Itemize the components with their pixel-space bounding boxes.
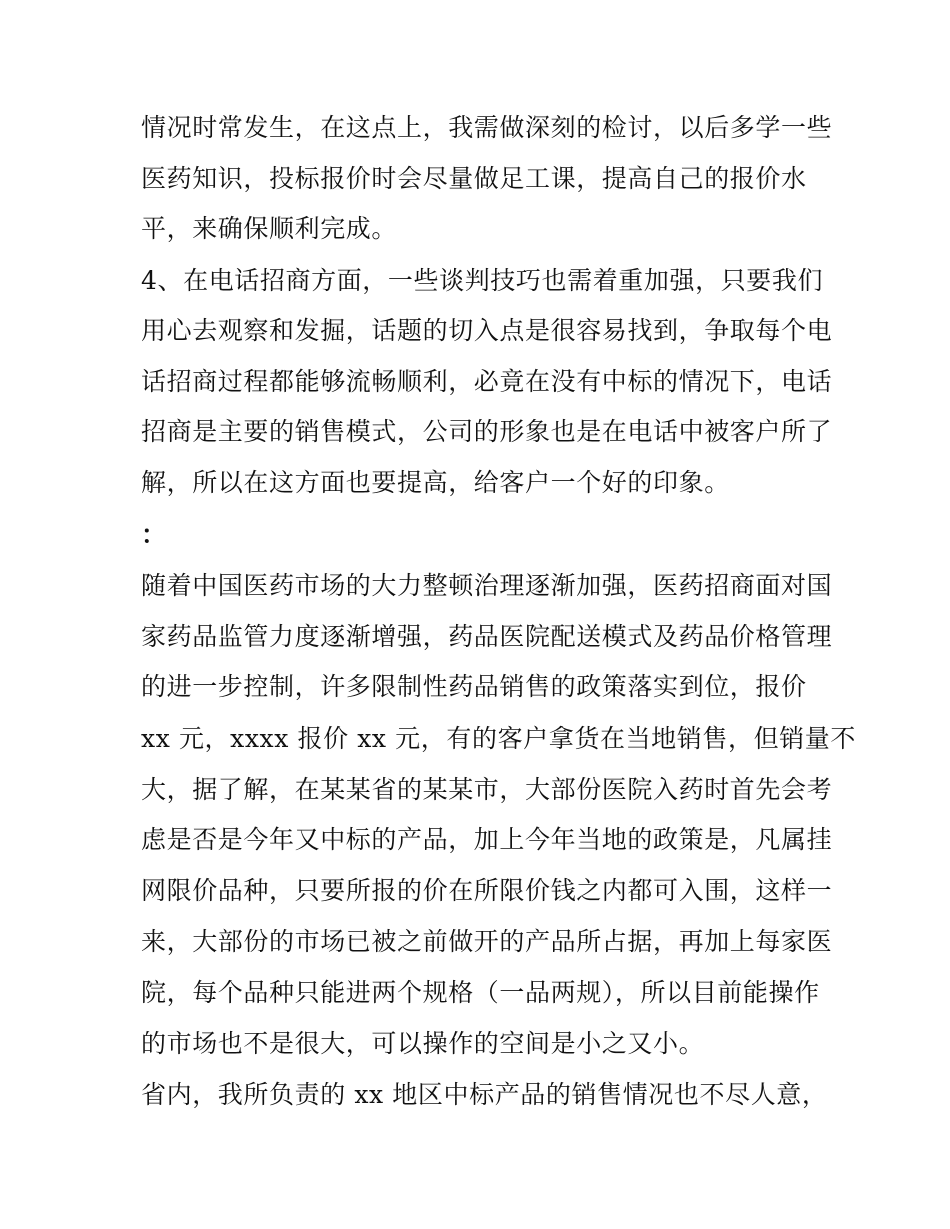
section-colon: ：: [141, 520, 167, 549]
text-line-16: 网限价品种，只要所报的价在所限价钱之内都可入围，这样一: [141, 876, 833, 905]
text-line-17: 来，大部份的市场已被之前做开的产品所占据，再加上每家医: [141, 927, 833, 956]
text-line-12: 的进一步控制，许多限制性药品销售的政策落实到位，报价: [141, 672, 807, 701]
text-line-10: 随着中国医药市场的大力整顿治理逐渐加强，医药招商面对国: [141, 571, 833, 600]
text-line-2: 医药知识，投标报价时会尽量做足工课，提高自己的报价水: [141, 164, 807, 193]
text-line-5: 用心去观察和发掘，话题的切入点是很容易找到，争取每个电: [141, 316, 833, 345]
text-line-1: 情况时常发生，在这点上，我需做深刻的检讨，以后多学一些: [141, 113, 833, 142]
text-line-15: 虑是否是今年又中标的产品，加上今年当地的政策是，凡属挂: [141, 825, 833, 854]
text-line-6: 话招商过程都能够流畅顺利，必竟在没有中标的情况下，电话: [141, 367, 833, 396]
text-line-7: 招商是主要的销售模式，公司的形象也是在电话中被客户所了: [141, 417, 833, 446]
text-line-18: 院，每个品种只能进两个规格（一品两规），所以目前能操作: [141, 978, 820, 1007]
text-line-4: 4、在电话招商方面，一些谈判技巧也需着重加强，只要我们: [141, 266, 824, 295]
text-line-13: xx 元，xxxx 报价 xx 元，有的客户拿货在当地销售，但销量不: [141, 724, 856, 753]
text-line-20: 省内，我所负责的 xx 地区中标产品的销售情况也不尽人意，: [141, 1080, 828, 1109]
text-line-8: 解，所以在这方面也要提高，给客户一个好的印象。: [141, 468, 730, 497]
text-line-19: 的市场也不是很大，可以操作的空间是小之又小。: [141, 1029, 705, 1058]
text-line-14: 大，据了解，在某某省的某某市，大部份医院入药时首先会考: [141, 775, 833, 804]
text-line-11: 家药品监管力度逐渐增强，药品医院配送模式及药品价格管理: [141, 622, 833, 651]
text-line-3: 平，来确保顺利完成。: [141, 214, 398, 243]
